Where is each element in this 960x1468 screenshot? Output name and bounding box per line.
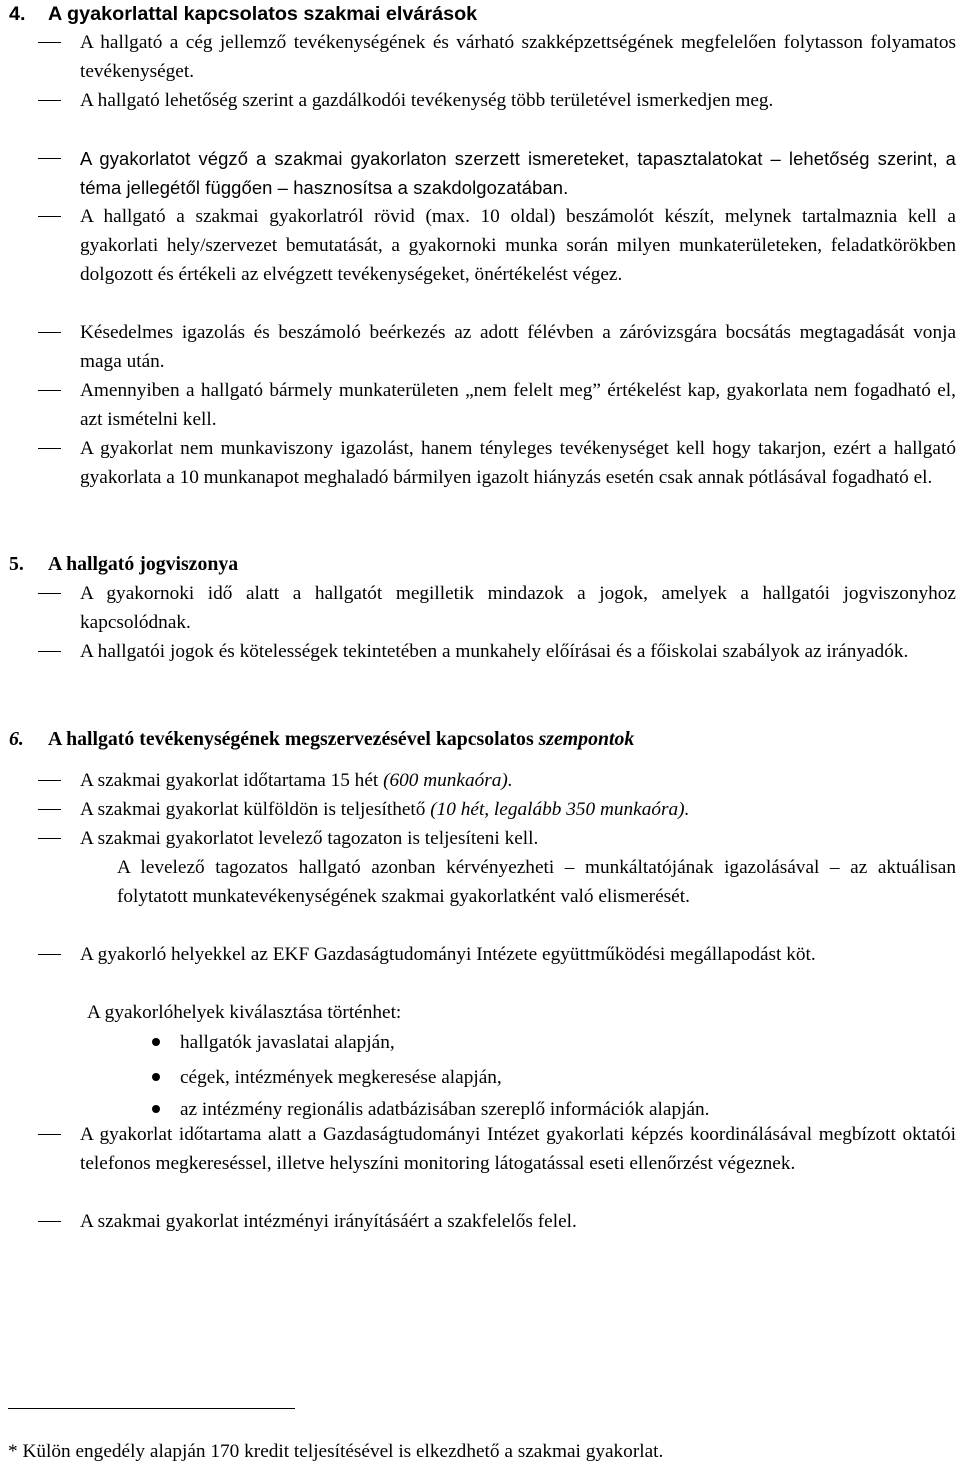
section-6-title-emphasis: szempontok: [538, 728, 635, 750]
section-6-item: [80, 940, 956, 969]
dash-marker: [38, 651, 61, 652]
footnote: * Külön engedély alapján 170 kredit teljesítésével is elkezdhető a szakmai gyakorlat.: [8, 1441, 664, 1462]
section-6-title: A hallgató tevékenységének megszervezésével kapcsolatos: [48, 728, 534, 750]
correspondence-item-text: A szakmai gyakorlatot levelező tagozaton is teljesíteni kell.: [80, 828, 539, 849]
section-4-number: 4.: [9, 3, 26, 25]
section-4-title: A gyakorlattal kapcsolatos szakmai elvárások: [48, 3, 478, 25]
dash-marker: [38, 809, 61, 810]
dash-marker: [38, 1221, 61, 1222]
section-5-item-text: A hallgatói jogok és kötelességek tekintetében a munkahely előírásai és a főiskolai szabályok az irányadók.: [80, 641, 909, 662]
section-6-item: [80, 1120, 956, 1178]
section-4-item: [80, 376, 956, 434]
section-6-item: [80, 1207, 956, 1236]
section-4-item-text: A hallgató lehetőség szerint a gazdálkodói tevékenység több területével ismerkedjen meg.: [80, 90, 774, 111]
section-5-item: [80, 637, 956, 666]
duration-text: A szakmai gyakorlat időtartama 15 hét: [80, 770, 384, 791]
section-4-item-text: A hallgató a szakmai gyakorlatról rövid (max. 10 oldal) beszámolót készít, melynek tartalmaznia kell a gyakorlati hely/szervezet bemutatását, a gyakornoki munka során milyen munkaterületeken, feladatkörökben dolgozott és értékeli az elvégzett tevékenységeket, önértékelést végez.: [80, 206, 956, 285]
correspondence-note: A levelező tagozatos hallgató azonban kérvényezheti – munkáltatójának igazolásával – az aktuálisan folytatott munkatevékenységének szakmai gyakorlatként való elismerését.: [117, 857, 956, 907]
section-4-item-text: A hallgató a cég jellemző tevékenységének és várható szakképzettségének megfelelően folytasson folyamatos tevékenységet.: [80, 32, 956, 82]
abroad-text: A szakmai gyakorlat külföldön is teljesíthető: [80, 799, 431, 820]
section-4-item: [80, 28, 956, 86]
section-6-title-wrap: [48, 725, 634, 754]
section-4-item-text: A gyakorlatot végző a szakmai gyakorlaton szerzett ismereteket, tapasztalatokat – lehetőség szerint, a téma jellegétől függően – hasznosítsa a szakdolgozatában.: [80, 148, 956, 198]
section-6-number: 6.: [9, 728, 24, 750]
section-6-item: [80, 824, 956, 853]
bullet-dot: [152, 1105, 160, 1113]
selection-intro: A gyakorlóhelyek kiválasztása történhet:: [87, 1002, 402, 1023]
section-6-item: [80, 795, 956, 824]
responsibility-text: A szakmai gyakorlat intézményi irányításáért a szakfelelős felel.: [80, 1211, 577, 1232]
section-6-item: [80, 766, 956, 795]
dash-marker: [38, 954, 61, 955]
section-5-title: A hallgató jogviszonya: [48, 553, 239, 575]
section-4-item: [80, 86, 956, 115]
section-4-item: [80, 144, 956, 202]
footnote-separator: [8, 1408, 295, 1409]
dash-marker: [38, 448, 61, 449]
list-item: [180, 1063, 709, 1095]
dash-marker: [38, 838, 61, 839]
section-4-item-text: Amennyiben a hallgató bármely munkaterületen „nem felelt meg” értékelést kap, gyakorlata nem fogadható el, azt ismételni kell.: [80, 380, 956, 430]
bullet-dot: [152, 1073, 160, 1081]
dash-marker: [38, 100, 61, 101]
duration-emphasis: (600 munkaóra).: [383, 770, 513, 791]
abroad-emphasis: (10 hét, legalább 350 munkaóra).: [430, 799, 690, 820]
dash-marker: [38, 593, 61, 594]
section-4-item-text: Késedelmes igazolás és beszámoló beérkezés az adott félévben a záróvizsgára bocsátás megtagadását vonja maga után.: [80, 322, 956, 372]
ekf-agreement-text: A gyakorló helyekkel az EKF Gazdaságtudományi Intézete együttműködési megállapodást köt.: [80, 944, 816, 965]
dash-marker: [38, 216, 61, 217]
dash-marker: [38, 1134, 61, 1135]
section-5-item-text: A gyakornoki idő alatt a hallgatót megilletik mindazok a jogok, amelyek a hallgatói jogviszonyhoz kapcsolódnak.: [80, 583, 956, 633]
section-4-item: [80, 434, 956, 492]
dash-marker: [38, 158, 61, 159]
selection-bullet-list: [180, 1028, 709, 1131]
bullet-dot: [152, 1038, 160, 1046]
section-4-item: [80, 318, 956, 376]
section-5-item: [80, 579, 956, 637]
list-item: [180, 1028, 709, 1063]
dash-marker: [38, 332, 61, 333]
section-4-item: [80, 202, 956, 289]
dash-marker: [38, 390, 61, 391]
list-item-text: cégek, intézmények megkeresése alapján,: [180, 1067, 502, 1088]
monitoring-text: A gyakorlat időtartama alatt a Gazdaságtudományi Intézet gyakorlati képzés koordinálásával megbízott oktatói telefonos megkereséssel, illetve helyszíni monitoring látogatással eseti ellenőrzést végeznek.: [80, 1124, 956, 1174]
dash-marker: [38, 42, 61, 43]
section-4-item-text: A gyakorlat nem munkaviszony igazolást, hanem tényleges tevékenységet kell hogy takarjon, ezért a hallgató gyakorlata a 10 munkanapot meghaladó bármilyen igazolt hiányzás esetén csak annak pótlásával fogadható el.: [80, 438, 956, 488]
dash-marker: [38, 780, 61, 781]
list-item-text: hallgatók javaslatai alapján,: [180, 1032, 395, 1053]
section-5-number: 5.: [9, 553, 24, 575]
list-item-text: az intézmény regionális adatbázisában szereplő információk alapján.: [180, 1099, 710, 1120]
